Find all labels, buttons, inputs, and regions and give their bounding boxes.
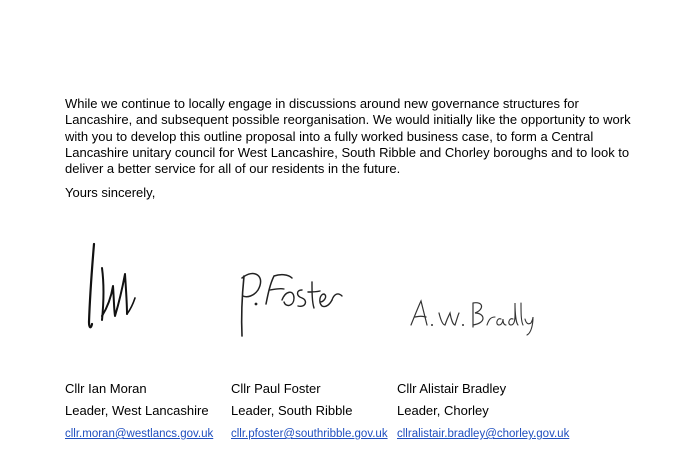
signatory-name: Cllr Alistair Bradley <box>397 381 507 396</box>
signatory-name: Cllr Paul Foster <box>231 381 321 396</box>
signatory-role: Leader, Chorley <box>397 403 489 418</box>
signatory-role: Leader, West Lancashire <box>65 403 209 418</box>
signature-ian-moran <box>80 238 150 338</box>
signatory-email-link[interactable]: cllr.pfoster@southribble.gov.uk <box>231 428 388 440</box>
signatory-email-link[interactable]: cllralistair.bradley@chorley.gov.uk <box>397 428 570 440</box>
letter-body-paragraph: While we continue to locally engage in discussions around new governance structures for Lancashire, and subsequent possible reorganisation. We would initially like the opportunity to work with you to develop this outline proposal into a fully worked business case, to form a Central Lancashire unitary council for West Lancashire, South Ribble and Chorley boroughs and to look to deliver a better service for all of our residents in the future. <box>65 96 631 177</box>
signatory-block-bradley <box>397 381 569 441</box>
signatory-role: Leader, South Ribble <box>231 403 353 418</box>
signature-alistair-bradley <box>405 295 540 340</box>
signature-paul-foster <box>232 256 352 346</box>
signatory-block-foster <box>231 381 388 441</box>
signatory-email-link[interactable]: cllr.moran@westlancs.gov.uk <box>65 428 214 440</box>
signatory-block-moran <box>65 381 213 441</box>
letter-closing: Yours sincerely, <box>65 185 156 200</box>
signatory-name: Cllr Ian Moran <box>65 381 147 396</box>
